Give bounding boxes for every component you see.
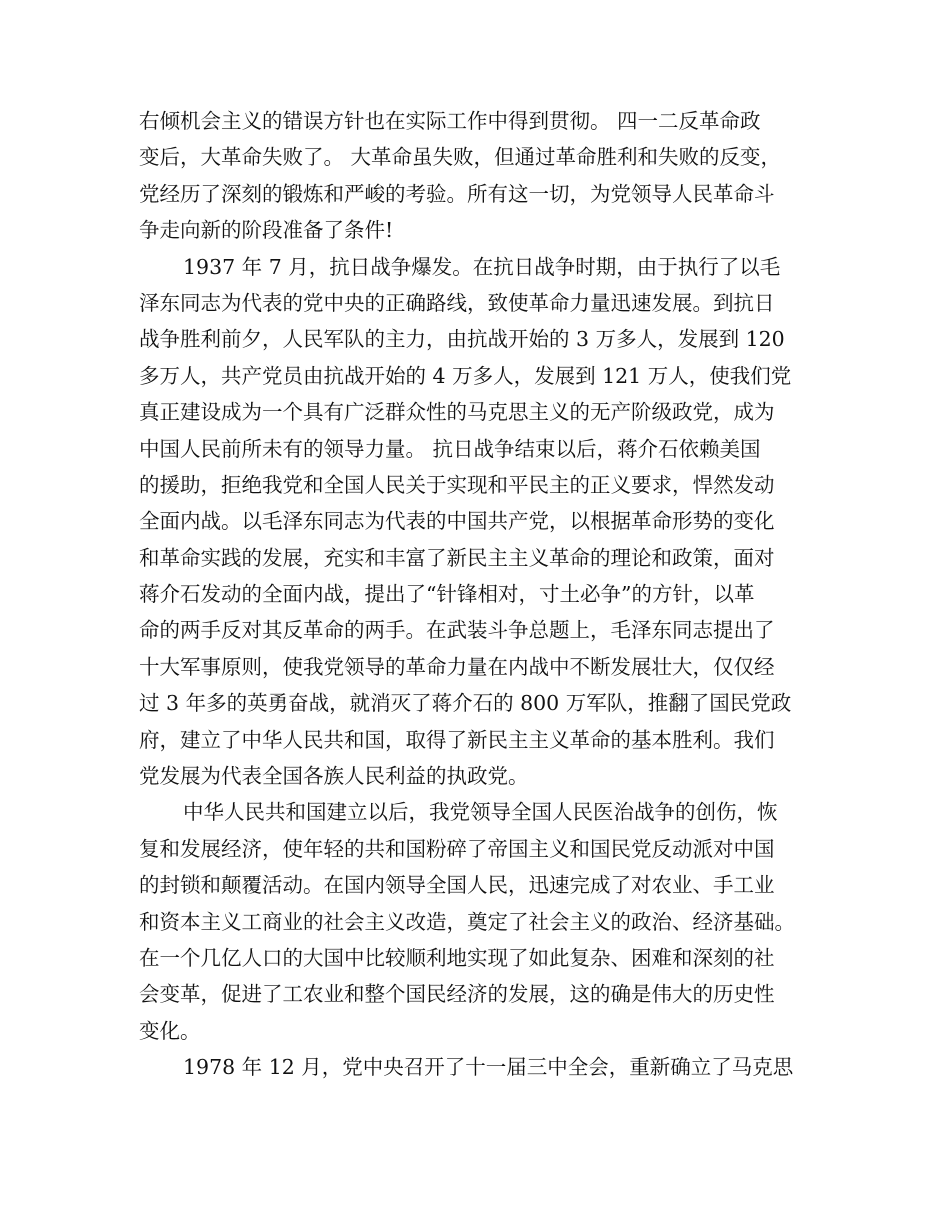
text-line: 和革命实践的发展，充实和丰富了新民主主义革命的理论和政策，面对 [139, 545, 775, 570]
text-line: 中国人民前所未有的领导力量。 抗日战争结束以后，蒋介石依赖美国 [139, 436, 761, 461]
text-line: 的封锁和颠覆活动。在国内领导全国人民，迅速完成了对农业、手工业 [139, 873, 775, 898]
text-line: 争走向新的阶段准备了条件! [139, 218, 394, 243]
text-line: 泽东同志为代表的党中央的正确路线，致使革命力量迅速发展。到抗日 [139, 290, 775, 315]
text-line: 变化。 [139, 1018, 201, 1043]
text-line: 战争胜利前夕，人民军队的主力，由抗战开始的 3 万多人，发展到 120 [139, 327, 785, 352]
text-line: 蒋介石发动的全面内战，提出了“针锋相对，寸土必争”的方针，以革 [139, 582, 755, 607]
text-line: 十大军事原则，使我党领导的革命力量在内战中不断发展壮大，仅仅经 [139, 654, 775, 679]
text-line: 多万人，共产党员由抗战开始的 4 万多人，发展到 121 万人，使我们党 [139, 363, 792, 388]
text-line: 复和发展经济，使年轻的共和国粉碎了帝国主义和国民党反动派对中国 [139, 836, 775, 861]
text-line: 党发展为代表全国各族人民利益的执政党。 [139, 764, 529, 789]
text-line: 变后，大革命失败了。 大革命虽失败，但通过革命胜利和失败的反变， [139, 145, 782, 170]
text-line: 和资本主义工商业的社会主义改造，奠定了社会主义的政治、经济基础。 [139, 909, 795, 934]
text-line: 1978 年 12 月，党中央召开了十一届三中全会，重新确立了马克思 [183, 1055, 794, 1080]
text-line: 全面内战。以毛泽东同志为代表的中国共产党，以根据革命形势的变化 [139, 509, 775, 534]
text-line: 会变革，促进了工农业和整个国民经济的发展，这的确是伟大的历史性 [139, 982, 775, 1007]
text-line: 的援助，拒绝我党和全国人民关于实现和平民主的正义要求，悍然发动 [139, 472, 775, 497]
text-line: 中华人民共和国建立以后，我党领导全国人民医治战争的创伤，恢 [183, 800, 778, 825]
text-line: 真正建设成为一个具有广泛群众性的马克思主义的无产阶级政党，成为 [139, 400, 775, 425]
text-line: 在一个几亿人口的大国中比较顺利地实现了如此复杂、困难和深刻的社 [139, 945, 775, 970]
text-line: 过 3 年多的英勇奋战，就消灭了蒋介石的 800 万军队，推翻了国民党政 [139, 691, 792, 716]
body-text [139, 103, 829, 1086]
text-line: 1937 年 7 月，抗日战争爆发。在抗日战争时期，由于执行了以毛 [183, 254, 781, 279]
text-line: 党经历了深刻的锻炼和严峻的考验。所有这一切，为党领导人民革命斗 [139, 181, 775, 206]
text-line: 命的两手反对其反革命的两手。在武装斗争总题上，毛泽东同志提出了 [139, 618, 775, 643]
text-line: 府，建立了中华人民共和国，取得了新民主主义革命的基本胜利。我们 [139, 727, 775, 752]
text-line: 右倾机会主义的错误方针也在实际工作中得到贯彻。 四一二反革命政 [139, 109, 761, 133]
